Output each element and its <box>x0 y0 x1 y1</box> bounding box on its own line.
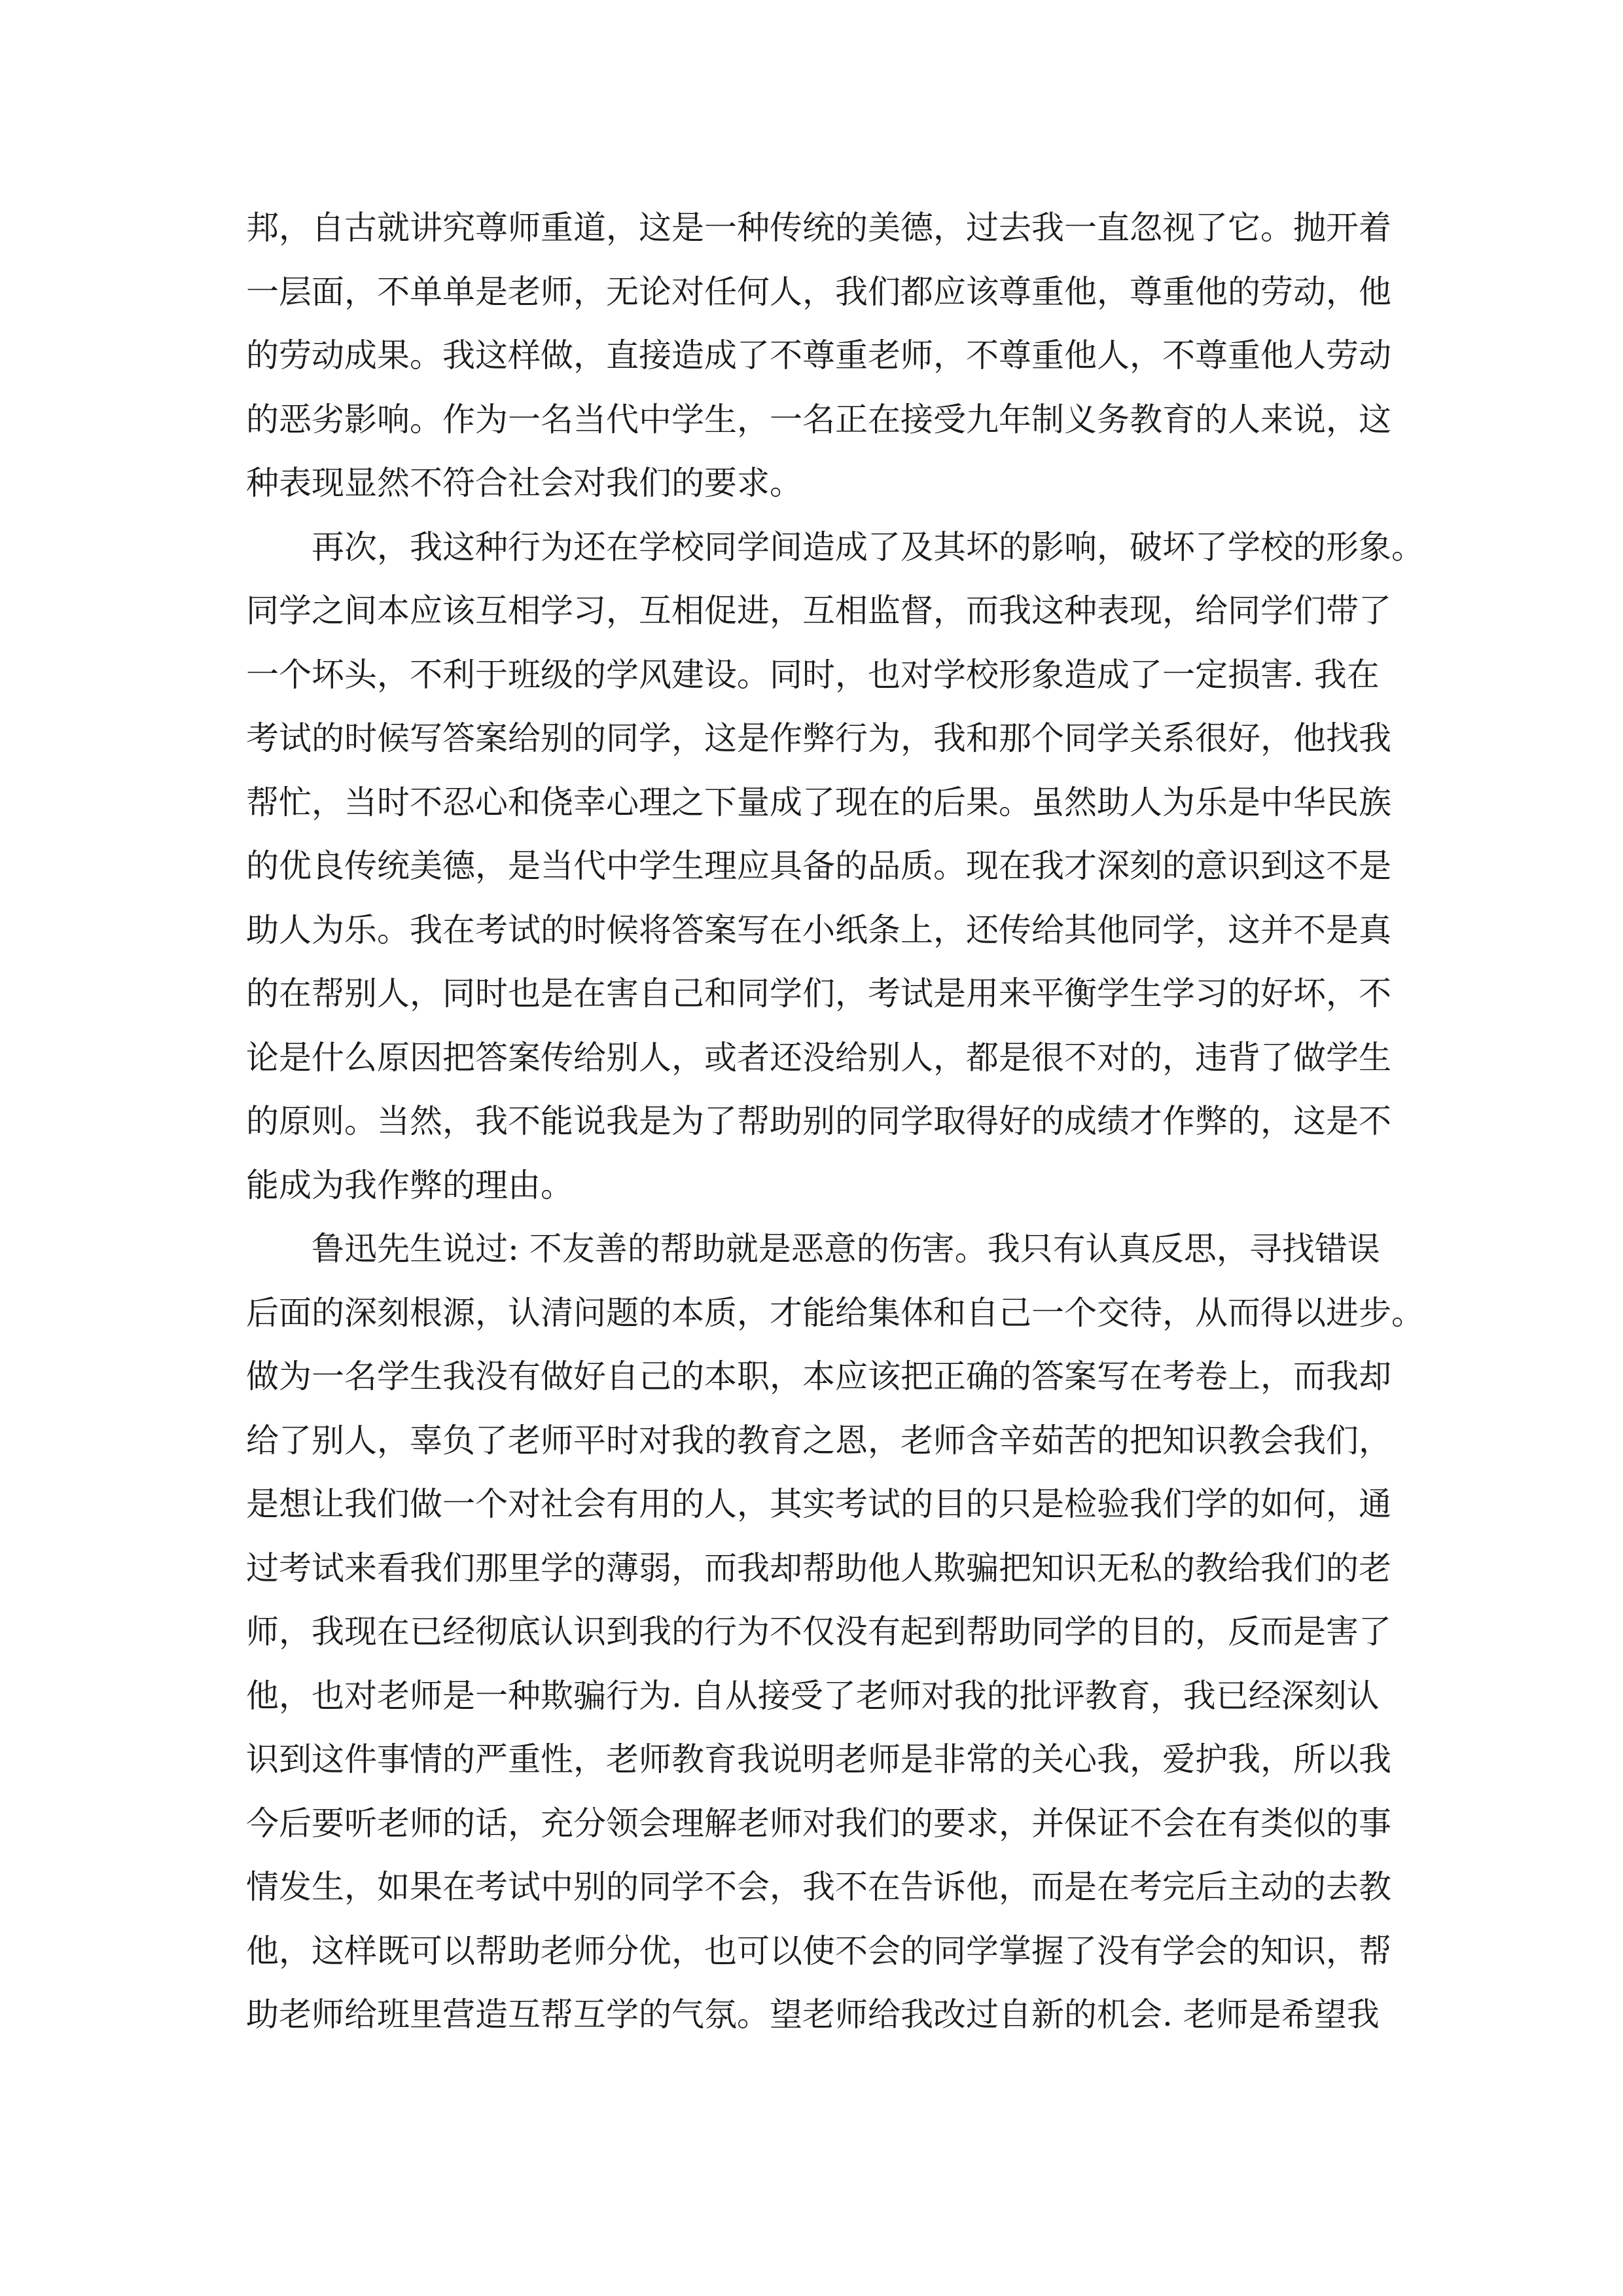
text-line: 鲁迅先生说过: 不友善的帮助就是恶意的伤害。我只有认真反思，寻找错误 <box>312 1230 1380 1268</box>
text-line: 过考试来看我们那里学的薄弱，而我却帮助他人欺骗把知识无私的教给我们的老 <box>246 1549 1391 1587</box>
text-line: 给了别人，辜负了老师平时对我的教育之恩，老师含辛茹苦的把知识教会我们， <box>246 1421 1391 1460</box>
text-line: 是想让我们做一个对社会有用的人，其实考试的目的只是检验我们学的如何，通 <box>246 1485 1391 1523</box>
text-line: 助人为乐。我在考试的时候将答案写在小纸条上，还传给其他同学，这并不是真 <box>246 910 1391 949</box>
text-line: 情发生，如果在考试中别的同学不会，我不在告诉他，而是在考完后主动的去教 <box>246 1868 1391 1906</box>
text-line: 同学之间本应该互相学习，互相促进，互相监督，而我这种表现，给同学们带了 <box>246 592 1391 630</box>
text-line: 一层面，不单单是老师，无论对任何人，我们都应该尊重他，尊重他的劳动，他 <box>246 272 1391 311</box>
text-line: 再次，我这种行为还在学校同学间造成了及其坏的影响，破坏了学校的形象。 <box>312 528 1424 566</box>
text-line: 帮忙，当时不忍心和侥幸心理之下量成了现在的后果。虽然助人为乐是中华民族 <box>246 783 1391 821</box>
text-line: 做为一名学生我没有做好自己的本职，本应该把正确的答案写在考卷上，而我却 <box>246 1357 1391 1395</box>
text-line: 论是什么原因把答案传给别人，或者还没给别人，都是很不对的，违背了做学生 <box>246 1038 1391 1077</box>
text-line: 考试的时候写答案给别的同学，这是作弊行为，我和那个同学关系很好，他找我 <box>246 719 1391 757</box>
text-line: 助老师给班里营造互帮互学的气氛。望老师给我改过自新的机会. 老师是希望我 <box>246 1996 1380 2034</box>
text-line: 邦，自古就讲究尊师重道，这是一种传统的美德，过去我一直忽视了它。抛开着 <box>246 209 1391 247</box>
text-line: 的劳动成果。我这样做，直接造成了不尊重老师，不尊重他人，不尊重他人劳动 <box>246 336 1391 374</box>
text-line: 识到这件事情的严重性，老师教育我说明老师是非常的关心我，爱护我，所以我 <box>246 1740 1391 1778</box>
text-line: 的优良传统美德，是当代中学生理应具备的品质。现在我才深刻的意识到这不是 <box>246 847 1391 885</box>
text-line: 后面的深刻根源，认清问题的本质，才能给集体和自己一个交待，从而得以进步。 <box>246 1293 1424 1332</box>
text-line: 的恶劣影响。作为一名当代中学生，一名正在接受九年制义务教育的人来说，这 <box>246 400 1391 439</box>
text-line: 他，这样既可以帮助老师分优，也可以使不会的同学掌握了没有学会的知识，帮 <box>246 1931 1391 1970</box>
text-line: 的原则。当然，我不能说我是为了帮助别的同学取得好的成绩才作弊的，这是不 <box>246 1102 1391 1140</box>
text-line: 种表现显然不符合社会对我们的要求。 <box>246 464 802 502</box>
text-line: 师，我现在已经彻底认识到我的行为不仅没有起到帮助同学的目的，反而是害了 <box>246 1613 1391 1651</box>
document-body <box>246 196 1424 2047</box>
text-line: 今后要听老师的话，充分领会理解老师对我们的要求，并保证不会在有类似的事 <box>246 1804 1391 1842</box>
text-line: 的在帮别人，同时也是在害自己和同学们，考试是用来平衡学生学习的好坏，不 <box>246 975 1391 1013</box>
text-line: 能成为我作弊的理由。 <box>246 1166 573 1204</box>
text-line: 他，也对老师是一种欺骗行为. 自从接受了老师对我的批评教育，我已经深刻认 <box>246 1676 1380 1715</box>
text-line: 一个坏头，不利于班级的学风建设。同时，也对学校形象造成了一定损害. 我在 <box>246 655 1380 694</box>
